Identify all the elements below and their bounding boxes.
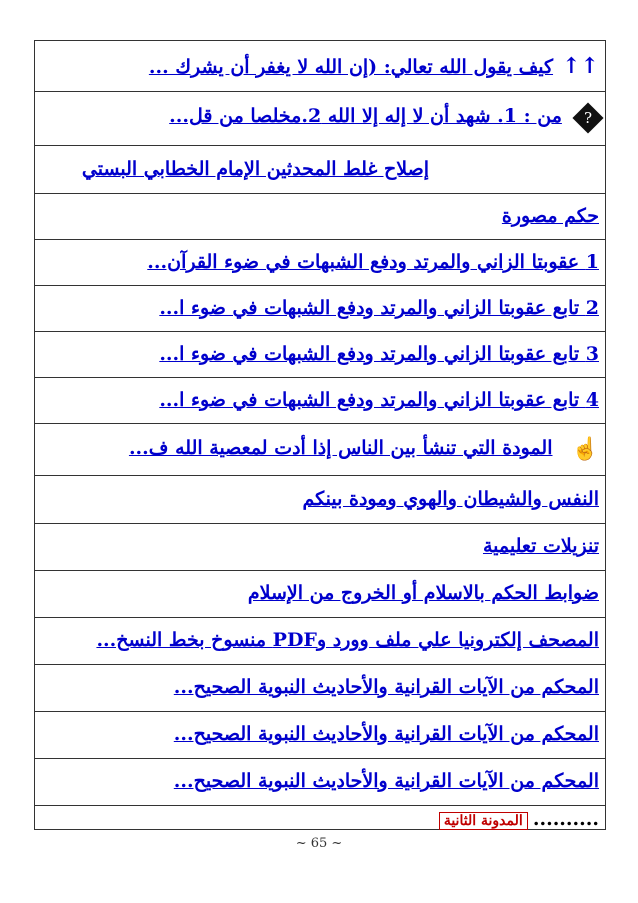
pointing-hand-icon: ☝ xyxy=(571,437,599,462)
link-row-13[interactable]: المصحف إلكترونيا علي ملف وورد وPDF منسوخ بخط النسخ... xyxy=(96,629,599,651)
link-row-4[interactable]: حكم مصورة xyxy=(501,205,599,227)
link-row-6[interactable]: 2 تابع عقوبتا الزاني والمرتد ودفع الشبهات في ضوء ا... xyxy=(159,297,599,319)
link-row-16[interactable]: المحكم من الآيات القرانية والأحاديث النبوية الصحيح... xyxy=(173,770,599,792)
blog-two-link[interactable]: المدونة الثانية xyxy=(439,812,528,830)
links-table xyxy=(34,40,606,830)
table-row xyxy=(35,194,605,240)
table-row xyxy=(35,378,605,424)
table-row xyxy=(35,524,605,571)
double-up-arrow-icon: ↑↑ xyxy=(562,53,599,79)
dots: .......... xyxy=(532,808,599,830)
link-row-8[interactable]: 4 تابع عقوبتا الزاني والمرتد ودفع الشبهات في ضوء ا... xyxy=(159,389,599,411)
table-row xyxy=(35,571,605,618)
link-row-1[interactable]: كيف يقول الله تعالي: (إن الله لا يغفر أن يشرك ... xyxy=(148,56,554,78)
table-row xyxy=(35,146,605,194)
table-row xyxy=(35,712,605,759)
table-row xyxy=(35,618,605,665)
table-row xyxy=(35,476,605,524)
link-row-12[interactable]: ضوابط الحكم بالاسلام أو الخروج من الإسلام xyxy=(247,582,599,604)
table-row xyxy=(35,332,605,378)
link-row-2[interactable]: من : 1. شهد أن لا إله إلا الله 2.مخلصا من قل... xyxy=(169,105,562,127)
link-row-11[interactable]: تنزيلات تعليمية xyxy=(482,535,599,557)
link-row-9[interactable]: المودة التي تنشأ بين الناس إذا أدت لمعصية الله ف... xyxy=(128,437,553,459)
link-row-14[interactable]: المحكم من الآيات القرانية والأحاديث النبوية الصحيح... xyxy=(173,676,599,698)
table-row xyxy=(35,665,605,712)
table-row xyxy=(35,41,605,92)
table-row xyxy=(35,806,605,829)
table-row xyxy=(35,240,605,286)
link-row-3[interactable]: إصلاح غلط المحدثين الإمام الخطابي البستي xyxy=(81,158,429,180)
table-row xyxy=(35,286,605,332)
link-row-5[interactable]: 1 عقوبتا الزاني والمرتد ودفع الشبهات في ضوء القرآن... xyxy=(147,251,599,273)
link-row-7[interactable]: 3 تابع عقوبتا الزاني والمرتد ودفع الشبهات في ضوء ا... xyxy=(159,343,599,365)
table-row xyxy=(35,424,605,476)
table-row xyxy=(35,759,605,806)
page-number: ~ 65 ~ xyxy=(295,836,343,851)
link-row-15[interactable]: المحكم من الآيات القرانية والأحاديث النبوية الصحيح... xyxy=(173,723,599,745)
table-row xyxy=(35,92,605,146)
link-row-10[interactable]: النفس والشيطان والهوي ومودة بينكم xyxy=(302,488,599,510)
question-diamond-icon: ? xyxy=(572,102,603,133)
